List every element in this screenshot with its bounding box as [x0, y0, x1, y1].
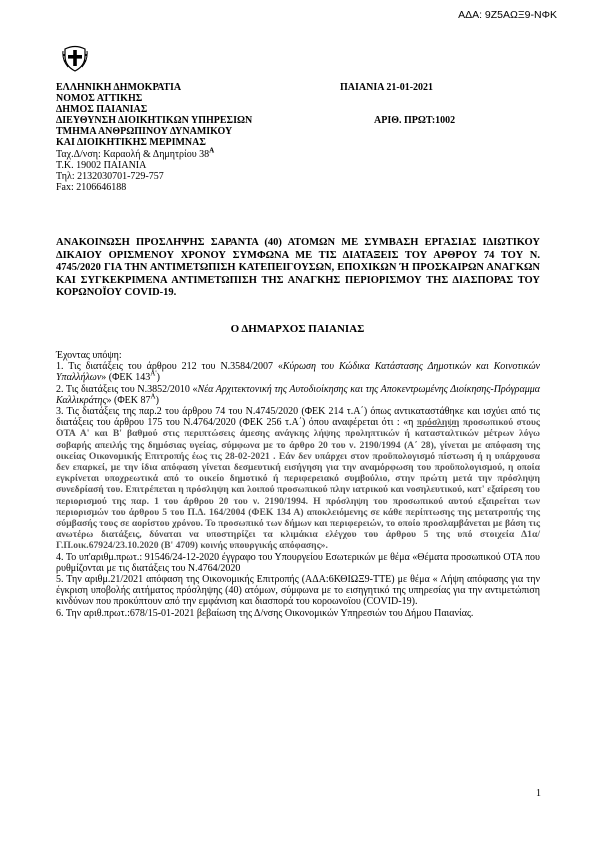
page-number: 1 [536, 788, 541, 799]
header-line-1: ΕΛΛΗΝΙΚΗ ΔΗΜΟΚΡΑΤΙΑ [56, 82, 182, 93]
header-line-3: ΔΗΜΟΣ ΠΑΙΑΝΙΑΣ [56, 104, 148, 115]
document-header [56, 82, 556, 193]
postal-code: Τ.Κ. 19002 ΠΑΙΑΝΙΑ [56, 160, 147, 171]
place-date: ΠΑΙΑΝΙΑ 21-01-2021 [340, 82, 434, 93]
paragraph-2: 2. Τις διατάξεις του Ν.3852/2010 «Νέα Αρχιτεκτονική της Αυτοδιοίκησης και της Αποκεντρωμένης Διοίκησης-Πρόγραμμα Καλλικράτης» (ΦΕΚ $87^A$) [56, 383, 541, 406]
phone: Τηλ: 2132030701-729-757 [56, 171, 164, 182]
header-line-6: ΚΑΙ ΔΙΟΙΚΗΤΙΚΗΣ ΜΕΡΙΜΝΑΣ [56, 137, 206, 148]
protocol-number: ΑΡΙΘ. ΠΡΩΤ:1002 [374, 115, 456, 126]
header-line-2: ΝΟΜΟΣ ΑΤΤΙΚΗΣ [56, 93, 143, 104]
quoted-provision: προσωπικού στους ΟΤΑ Α' και Β' βαθμού στις περιπτώσεις άμεσης ανάγκης λήψης προληπτικών ή κατασταλτικών μέτρων λόγω σοβαρής απειλής της δημόσιας υγείας, σύμφωνα με το άρθρο 20 του ν. 2190/1994 (Α΄ 28), γίνεται με απόφαση της οικείας Οικονομικής Επιτροπής έως τις 28-02-2021 . Εάν δεν υπάρχει στον προϋπολογισμό πίστωση ή η υπάρχουσα δεν επαρκεί, με την ίδια απόφαση γίνεται δεσμευτική εισήγηση για την αναμόρφωση του προϋπολογισμού, η οποία εγκρίνεται υποχρεωτικά από το οικείο δημοτικό ή περιφερειακό συμβούλιο, στην πρώτη μετά την πρόσληψη συνεδρίασή του. Επιτρέπεται η πρόσληψη και λοιπού προσωπικού πλην ιατρικού και νοσηλευτικού, κατ' εξαίρεση του περιορισμού της παρ. 1 του άρθρου 20 του ν. 2190/1994. Η πρόσληψη του προσωπικού αυτού εξαιρείται των περιορισμών του άρθρου 5 του Π.Δ. 164/2004 (ΦΕΚ 134 Α) αποκλειόμενης σε κάθε περίπτωσης της μετατροπής της σύμβασής τους σε αορίστου χρόνου. Το προσωπικό των δήμων και περιφερειών, το οποίο προσλαμβάνεται με βάση τις ανωτέρω διατάξεις, δύναται να υποστηρίζει τα κλιμάκια ελέγχου του άρθρου 5 της υπό στοιχεία Δ1α/Γ.Π.οικ.67924/23.10.2020 (Β' 4709) κοινής υπουργικής απόφασης». [56, 417, 540, 552]
announcement-title: ΑΝΑΚΟΙΝΩΣΗ ΠΡΟΣΛΗΨΗΣ ΣΑΡΑΝΤΑ (40) ΑΤΟΜΩΝ ΜΕ ΣΥΜΒΑΣΗ ΕΡΓΑΣΙΑΣ ΙΔΙΩΤΙΚΟΥ ΔΙΚΑΙΟΥ ΟΡΙΣΜΕΝΟΥ ΧΡΟΝΟΥ ΣΥΜΦΩΝΑ ΜΕ ΤΙΣ ΔΙΑΤΑΞΕΙΣ ΤΟΥ ΑΡΘΡΟΥ 74 ΤΟΥ Ν. 4745/2020 ΓΙΑ ΤΗΝ ΑΝΤΙΜΕΤΩΠΙΣΗ ΚΑΤΕΠΕΙΓΟΥΣΩΝ, ΕΠΟΧΙΚΩΝ Ή ΠΡΟΣΚΑΙΡΩΝ ΑΝΑΓΚΩΝ ΚΑΙ ΣΥΓΚΕΚΡΙΜΕΝΑ ΑΝΤΙΜΕΤΩΠΙΣΗ ΤΗΣ ΑΝΑΓΚΗΣ ΠΕΡΙΟΡΙΣΜΟΥ ΤΗΣ ΔΙΑΣΠΟΡΑΣ ΤΟΥ ΚΟΡΩΝΟΪΟΥ COVID-19. [56, 237, 540, 298]
paragraph-6: 6. Την αριθ.πρωτ.:678/15-01-2021 βεβαίωση της Δ/νσης Οικονομικών Υπηρεσιών του Δήμου Παιανίας. [56, 607, 474, 619]
intro-line: Έχοντας υπόψη: [56, 350, 122, 361]
header-line-4: ΔΙΕΥΘΥΝΣΗ ΔΙΟΙΚΗΤΙΚΩΝ ΥΠΗΡΕΣΙΩΝ [56, 115, 253, 126]
mayor-heading: Ο ΔΗΜΑΡΧΟΣ ΠΑΙΑΝΙΑΣ [230, 323, 365, 335]
header-line-5: ΤΜΗΜΑ ΑΝΘΡΩΠΙΝΟΥ ΔΥΝΑΜΙΚΟΥ [56, 126, 233, 137]
fax: Fax: 2106646188 [56, 182, 127, 193]
paragraph-4: 4. Το υπ'αριθμ.πρωτ.: 91546/24-12-2020 έγγραφο του Υπουργείου Εσωτερικών με θέμα «Θέματα προσωπικού ΟΤΑ που ρυθμίζονται με τις διατάξεις του Ν.4764/2020 [56, 551, 540, 574]
greek-emblem-icon [62, 42, 88, 72]
paragraph-1: 1. Τις διατάξεις του άρθρου 212 του Ν.3584/2007 «Κύρωση του Κώδικα Κατάστασης Δημοτικών και Κοινοτικών Υπαλλήλων» (ΦΕΚ $143^{A'}$) [56, 361, 540, 384]
paragraph-5: 5. Την αριθμ.21/2021 απόφαση της Οικονομικής Επιτροπής (ΑΔΑ:6ΚΘΙΩΞ9-ΤΤΕ) με θέμα « Λήψη απόφασης για την έγκριση υποβολής αιτήματος πρόσληψης (40) ατόμων, σύμφωνα με το εισηγητικό της υπηρεσίας για την αντιμετώπιση κινδύνων που προκύπτουν από την εμφάνιση και διασπορά του κοροωνοϊου (COVID-19). [56, 574, 540, 608]
paragraph-3: 3. Τις διατάξεις της παρ.2 του άρθρου 74 του Ν.4745/2020 (ΦΕΚ 214 τ.Α΄) όπως αντικαταστάθηκε και ισχύει από τις διατάξεις του άρθρου 175 του Ν.4764/2020 (ΦΕΚ 256 τ.Α΄) όπου αναφέρεται ότι : «η πρόσληψη προσωπικού στους ΟΤΑ Α' και Β' βαθμού στις περιπτώσεις άμεσης ανάγκης λήψης προληπτικών ή κατασταλτικών μέτρων λόγω σοβαρής απειλής της δημόσιας υγείας, σύμφωνα με το άρθρο 20 του ν. 2190/1994 (Α΄ 28), γίνεται με απόφαση της οικείας Οικονομικής Επιτροπής έως τις 28-02-2021 . Εάν δεν υπάρχει στον προϋπολογισμό πίστωση ή η υπάρχουσα δεν επαρκεί, με την ίδια απόφαση γίνεται δεσμευτική εισήγηση για την αναμόρφωση του προϋπολογισμού, η οποία εγκρίνεται υποχρεωτικά από το οικείο δημοτικό ή περιφερειακό συμβούλιο, στην πρώτη μετά την πρόσληψη συνεδρίασή του. Επιτρέπεται η πρόσληψη και λοιπού προσωπικού πλην ιατρικού και νοσηλευτικού, κατ' εξαίρεση του περιορισμού της παρ. 1 του άρθρου 20 του ν. 2190/1994. Η πρόσληψη του προσωπικού αυτού εξαιρείται των περιορισμών του άρθρου 5 του Π.Δ. 164/2004 (ΦΕΚ 134 Α) αποκλειόμενης σε κάθε περίπτωσης της μετατροπής της σύμβασής τους σε αορίστου χρόνου. Το προσωπικό των δήμων και περιφερειών, το οποίο προσλαμβάνεται με βάση τις ανωτέρω διατάξεις, δύναται να υποστηρίζει τα κλιμάκια ελέγχου του άρθρου 5 της υπό στοιχεία Δ1α/Γ.Π.οικ.67924/23.10.2020 (Β' 4709) κοινής υπουργικής απόφασης». [56, 406, 540, 552]
address: Ταχ.Δ/νση: Καραολή & Δημητρίου 38 [56, 149, 210, 160]
address-superscript: Α [209, 146, 215, 155]
ada-code: ΑΔΑ: 9Ζ5ΑΩΞ9-ΝΦΚ [458, 9, 557, 21]
document-body [56, 350, 540, 619]
